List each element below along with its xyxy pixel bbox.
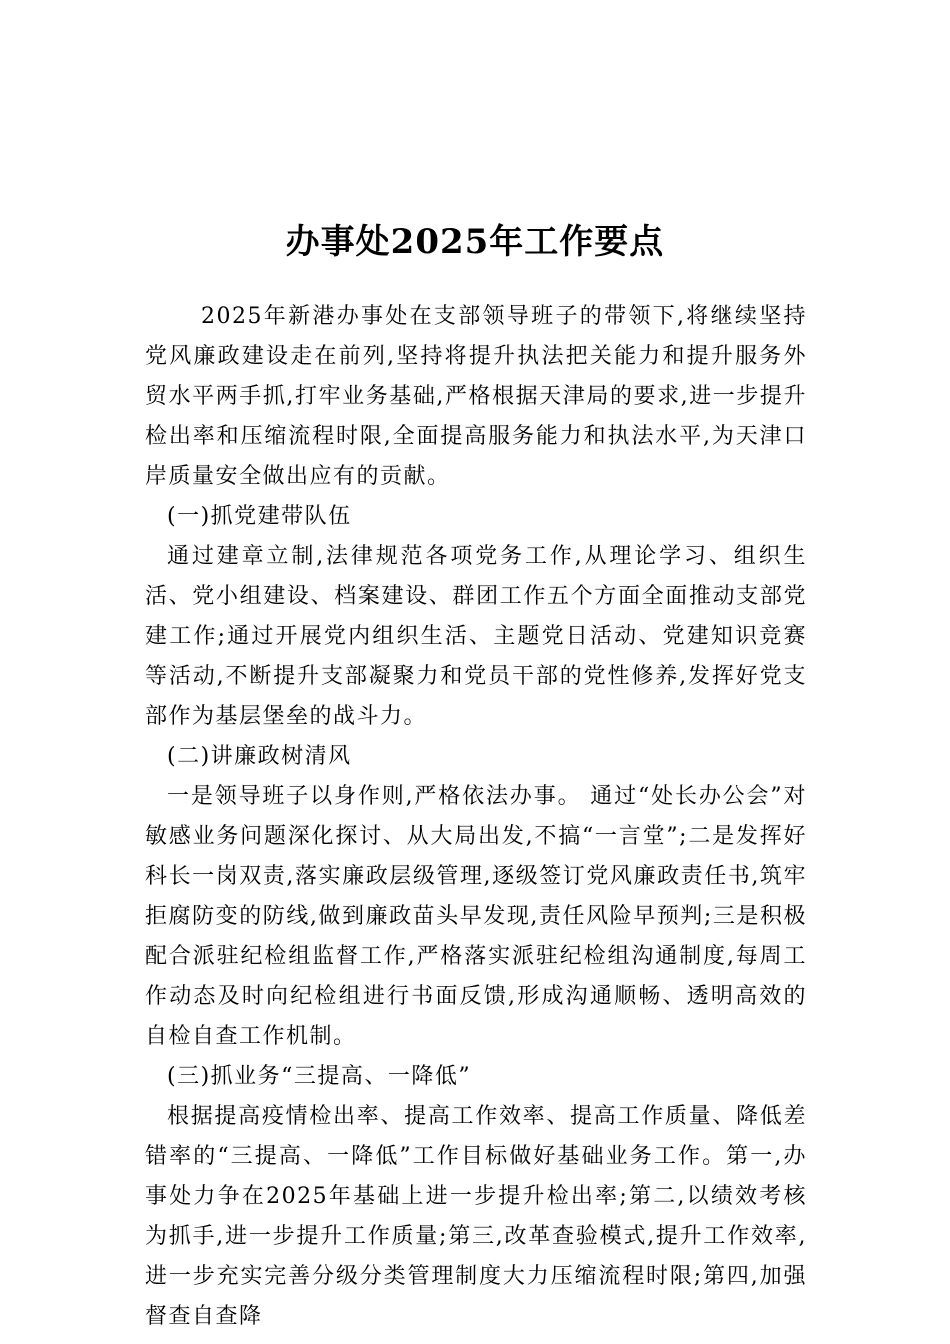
section-body-business: 根据提高疫情检出率、提高工作效率、提高工作质量、降低差错率的“三提高、一降低”工作目标做好基础业务工作。第一,办事处力争在2025年基础上进一步提升检出率;第二,以绩效考核为抓手,进一步提升工作质量;第三,改革查验模式,提升工作效率,进一步充实完善分级分类管理制度大力压缩流程时限;第四,加强督查自查降 [145, 1104, 807, 1329]
document-title: 办事处2025年工作要点 [285, 222, 665, 262]
section-body-integrity: 一是领导班子以身作则,严格依法办事。 通过“处长办公会”对敏感业务问题深化探讨、从大局出发,不搞“一言堂”;二是发挥好科长一岗双责,落实廉政层级管理,逐级签订党风廉政责任书,筑牢拒腐防变的防线,做到廉政苗头早发现,责任风险早预判;三是积极配合派驻纪检组监督工作,严格落实派驻纪检组沟通制度,每周工作动态及时向纪检组进行书面反馈,形成沟通顺畅、透明高效的自检自查工作机制。 [145, 784, 807, 1049]
section-heading-business: (三)抓业务“三提高、一降低” [167, 1064, 472, 1089]
section-body-party-building: 通过建章立制,法律规范各项党务工作,从理论学习、组织生活、党小组建设、档案建设、群团工作五个方面全面推动支部党建工作;通过开展党内组织生活、主题党日活动、党建知识竞赛等活动,不断提升支部凝聚力和党员干部的党性修养,发挥好党支部作为基层堡垒的战斗力。 [145, 544, 807, 729]
intro-paragraph: 2025年新港办事处在支部领导班子的带领下,将继续坚持党风廉政建设走在前列,坚持将提升执法把关能力和提升服务外贸水平两手抓,打牢业务基础,严格根据天津局的要求,进一步提升检出率和压缩流程时限,全面提高服务能力和执法水平,为天津口岸质量安全做出应有的贡献。 [145, 304, 807, 489]
document-body [145, 297, 807, 1337]
section-heading-integrity: (二)讲廉政树清风 [167, 744, 352, 769]
section-heading-party-building: (一)抓党建带队伍 [167, 504, 352, 529]
